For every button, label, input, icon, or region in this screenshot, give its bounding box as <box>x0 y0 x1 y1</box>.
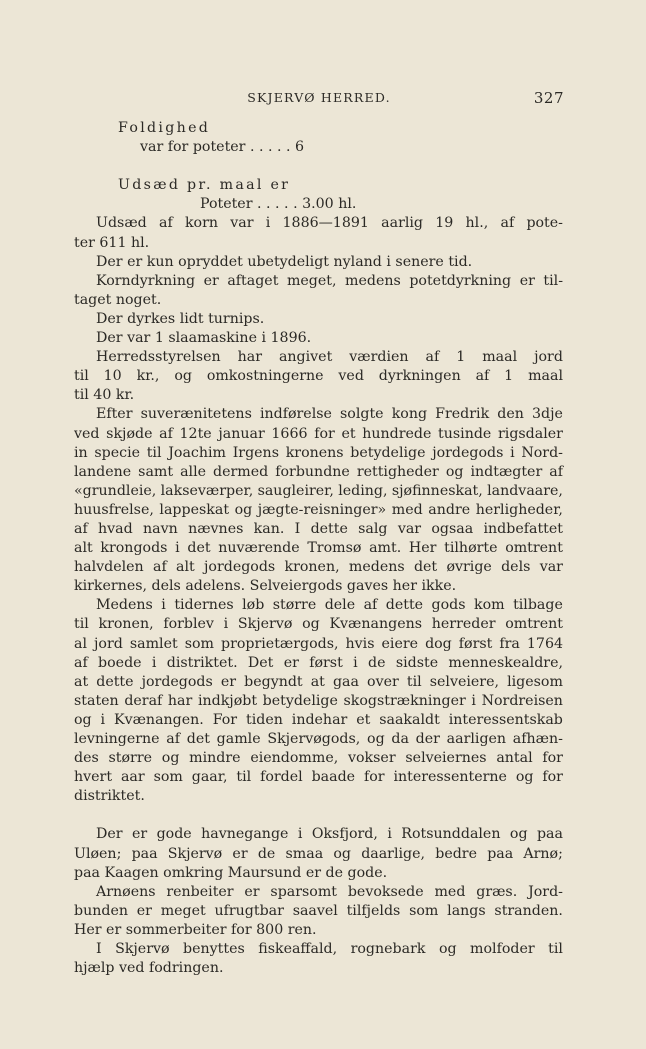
page-header <box>74 90 564 110</box>
text-line: af hvad navn nævnes kan. I dette salg var ogsaa indbefattet <box>74 520 563 537</box>
text-line: in specie til Joachim Irgens kronens betydelige jordegods i Nord- <box>74 444 563 461</box>
text-line: landene samt alle dermed forbundne rettigheder og indtægter af <box>74 463 563 480</box>
text-line: til kronen, forblev i Skjervø og Kvænangens herreder omtrent <box>74 616 563 633</box>
text-line: Poteter . . . . . 3.00 hl. <box>200 196 357 213</box>
text-line: Der er kun opryddet ubetydeligt nyland i senere tid. <box>96 253 473 270</box>
text-line: kirkernes, dels adelens. Selveiergods gaves her ikke. <box>74 578 457 595</box>
text-line: og i Kvænangen. For tiden indehar et saakaldt interessentskab <box>74 711 563 728</box>
text-line: Efter suverænitetens indførelse solgte kong Fredrik den 3dje <box>96 406 563 423</box>
text-line: huusfrelse, lappeskat og jægte-reisninger» med andre herligheder, <box>74 501 563 518</box>
text-line: distriktet. <box>74 788 145 805</box>
text-line: Foldighed <box>118 120 211 136</box>
text-line: bunden er meget ufrugtbar saavel tilfjelds som langs stranden. <box>74 902 563 919</box>
text-line: ved skjøde af 12te januar 1666 for et hundrede tusinde rigsdaler <box>74 425 563 442</box>
text-line: alt krongods i det nuværende Tromsø amt. Her tilhørte omtrent <box>74 540 563 557</box>
text-line: Der var 1 slaamaskine i 1896. <box>96 330 312 347</box>
text-line: staten deraf har indkjøbt betydelige skogstrækninger i Nordreisen <box>74 692 563 709</box>
text-line: des større og mindre eiendomme, vokser selveiernes antal for <box>74 750 563 767</box>
text-line: Uløen; paa Skjervø er de smaa og daarlige, bedre paa Arnø; <box>74 845 563 862</box>
text-line: «grundleie, lakseværper, saugleirer, leding, sjøfinneskat, landvaare, <box>74 482 563 499</box>
text-line: Her er sommerbeiter for 800 ren. <box>74 921 317 938</box>
text-line: Herredsstyrelsen har angivet værdien af 1 maal jord <box>96 349 563 366</box>
text-line: hvert aar som gaar, til fordel baade for interessenterne og for <box>74 769 563 786</box>
text-line: halvdelen af alt jordegods kronen, medens det øvrige dels var <box>74 559 563 576</box>
text-line: al jord samlet som proprietærgods, hvis eiere dog først fra 1764 <box>74 635 563 652</box>
text-line: Medens i tidernes løb større dele af dette gods kom tilbage <box>96 597 563 614</box>
text-line: hjælp ved fodringen. <box>74 960 224 977</box>
text-line: af boede i distriktet. Det er først i de sidste menneskealdre, <box>74 654 563 671</box>
text-line: til 40 kr. <box>74 387 135 404</box>
text-line: Udsæd pr. maal er <box>118 177 291 194</box>
text-line: Der er gode havnegange i Oksfjord, i Rotsunddalen og paa <box>96 826 563 843</box>
text-line: I Skjervø benyttes fiskeaffald, rognebark og molfoder til <box>96 941 563 958</box>
page-number: 327 <box>533 89 564 107</box>
text-line: Korndyrkning er aftaget meget, medens potetdyrkning er til- <box>96 272 563 289</box>
running-head: SKJERVØ HERRED. <box>247 90 391 105</box>
text-line: at dette jordegods er begyndt at gaa over til selveiere, ligesom <box>74 673 563 690</box>
text-line: levningerne af det gamle Skjervøgods, og da der aarligen afhæn- <box>74 731 563 747</box>
body-text <box>74 119 563 978</box>
text-line: var for poteter . . . . . 6 <box>140 139 305 156</box>
text-line: Udsæd af korn var i 1886—1891 aarlig 19 hl., af pote- <box>96 215 563 232</box>
text-line: paa Kaagen omkring Maursund er de gode. <box>74 864 388 881</box>
text-line: Der dyrkes lidt turnips. <box>96 310 265 327</box>
text-line: til 10 kr., og omkostningerne ved dyrkningen af 1 maal <box>74 368 563 385</box>
text-line: ter 611 hl. <box>74 234 150 251</box>
text-line: taget noget. <box>74 291 162 308</box>
text-line: Arnøens renbeiter er sparsomt bevoksede med græs. Jord- <box>96 883 563 900</box>
